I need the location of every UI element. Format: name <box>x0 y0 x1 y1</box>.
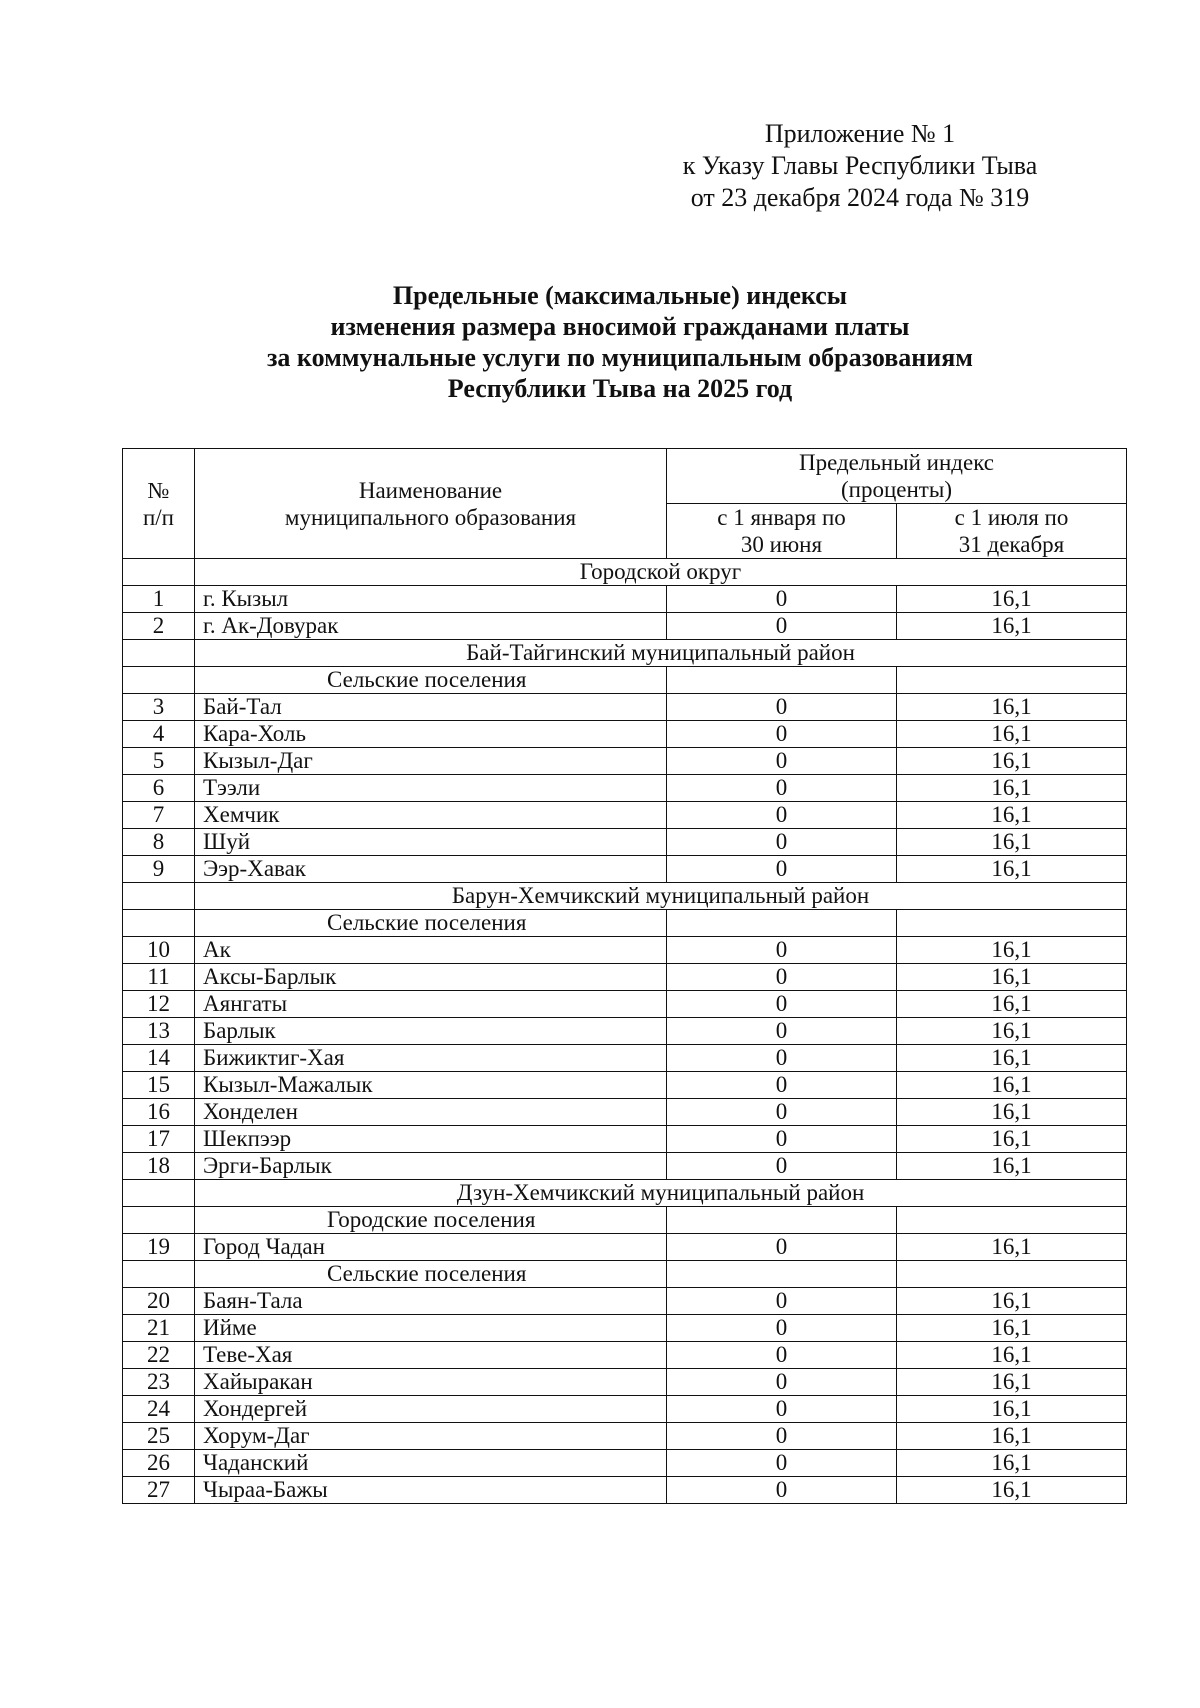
row-number: 19 <box>123 1234 195 1261</box>
header-num <box>123 449 195 559</box>
section-title: Барун-Хемчикский муниципальный район <box>195 883 1127 910</box>
subsection-row <box>123 1207 1127 1234</box>
section-num-empty <box>123 1180 195 1207</box>
subsection-empty-2 <box>897 667 1127 694</box>
index-jan-jun: 0 <box>667 856 897 883</box>
index-jan-jun: 0 <box>667 613 897 640</box>
index-jul-dec: 16,1 <box>897 1045 1127 1072</box>
municipality-name: Ак <box>195 937 667 964</box>
index-jul-dec: 16,1 <box>897 775 1127 802</box>
table-row <box>123 1315 1127 1342</box>
index-jan-jun: 0 <box>667 1153 897 1180</box>
header-name-line-1: Наименование <box>358 477 503 503</box>
subsection-title: Городские поселения <box>327 1207 536 1232</box>
table-row <box>123 1045 1127 1072</box>
subsection-num-empty <box>123 1207 195 1234</box>
appendix-line-2: к Указу Главы Республики Тыва <box>682 151 1038 180</box>
subsection-title: Сельские поселения <box>327 1261 527 1286</box>
municipality-name: Хайыракан <box>195 1369 667 1396</box>
header-name-line-2: муниципального образования <box>284 504 577 530</box>
subsection-cell <box>195 1261 667 1288</box>
header-index-line-2: (проценты) <box>841 477 952 502</box>
index-jan-jun: 0 <box>667 775 897 802</box>
subsection-num-empty <box>123 667 195 694</box>
municipality-name: Хонделен <box>195 1099 667 1126</box>
appendix-line-3: от 23 декабря 2024 года № 319 <box>690 183 1030 212</box>
index-jul-dec: 16,1 <box>897 1369 1127 1396</box>
header-period-1-line-2: 30 июня <box>740 532 823 557</box>
header-period-2-line-1: с 1 июля по <box>954 505 1069 530</box>
table-row <box>123 694 1127 721</box>
row-number: 24 <box>123 1396 195 1423</box>
index-jul-dec: 16,1 <box>897 856 1127 883</box>
index-jul-dec: 16,1 <box>897 586 1127 613</box>
subsection-row <box>123 910 1127 937</box>
index-jul-dec: 16,1 <box>897 1288 1127 1315</box>
table-row <box>123 964 1127 991</box>
row-number: 10 <box>123 937 195 964</box>
index-jul-dec: 16,1 <box>897 694 1127 721</box>
table-row <box>123 1423 1127 1450</box>
section-row <box>123 640 1127 667</box>
row-number: 3 <box>123 694 195 721</box>
header-index <box>667 449 1127 504</box>
section-title: Бай-Тайгинский муниципальный район <box>195 640 1127 667</box>
index-jan-jun: 0 <box>667 1018 897 1045</box>
subsection-empty-1 <box>667 910 897 937</box>
index-table <box>122 448 1127 1504</box>
subsection-row <box>123 667 1127 694</box>
row-number: 27 <box>123 1477 195 1504</box>
table-row <box>123 1126 1127 1153</box>
section-num-empty <box>123 559 195 586</box>
index-jan-jun: 0 <box>667 1099 897 1126</box>
municipality-name: Аксы-Барлык <box>195 964 667 991</box>
header-name <box>195 449 667 559</box>
subsection-row <box>123 1261 1127 1288</box>
municipality-name: Кызыл-Мажалык <box>195 1072 667 1099</box>
table-row <box>123 1234 1127 1261</box>
table-row <box>123 1396 1127 1423</box>
subsection-empty-1 <box>667 667 897 694</box>
title-line-2: изменения размера вносимой гражданами платы <box>330 312 910 341</box>
row-number: 23 <box>123 1369 195 1396</box>
subsection-empty-1 <box>667 1261 897 1288</box>
table-row <box>123 1342 1127 1369</box>
index-jul-dec: 16,1 <box>897 748 1127 775</box>
index-jan-jun: 0 <box>667 937 897 964</box>
municipality-name: Чаданский <box>195 1450 667 1477</box>
row-number: 22 <box>123 1342 195 1369</box>
subsection-empty-1 <box>667 1207 897 1234</box>
municipality-name: г. Кызыл <box>195 586 667 613</box>
municipality-name: Шуй <box>195 829 667 856</box>
header-period-2-line-2: 31 декабря <box>958 532 1065 557</box>
municipality-name: Баян-Тала <box>195 1288 667 1315</box>
index-jul-dec: 16,1 <box>897 613 1127 640</box>
index-jan-jun: 0 <box>667 829 897 856</box>
title-line-4: Республики Тыва на 2025 год <box>447 374 793 403</box>
index-jul-dec: 16,1 <box>897 1423 1127 1450</box>
index-jan-jun: 0 <box>667 1396 897 1423</box>
subsection-empty-2 <box>897 1261 1127 1288</box>
row-number: 18 <box>123 1153 195 1180</box>
municipality-name: Кызыл-Даг <box>195 748 667 775</box>
row-number: 14 <box>123 1045 195 1072</box>
section-row <box>123 1180 1127 1207</box>
section-title: Дзун-Хемчикский муниципальный район <box>195 1180 1127 1207</box>
row-number: 17 <box>123 1126 195 1153</box>
table-row <box>123 1288 1127 1315</box>
title-line-1: Предельные (максимальные) индексы <box>392 281 848 310</box>
row-number: 8 <box>123 829 195 856</box>
table-row <box>123 1369 1127 1396</box>
subsection-cell <box>195 667 667 694</box>
header-period-1-line-1: с 1 января по <box>717 505 846 530</box>
row-number: 26 <box>123 1450 195 1477</box>
index-jan-jun: 0 <box>667 1450 897 1477</box>
row-number: 6 <box>123 775 195 802</box>
index-jul-dec: 16,1 <box>897 1450 1127 1477</box>
table-row <box>123 1072 1127 1099</box>
index-jan-jun: 0 <box>667 1423 897 1450</box>
index-jul-dec: 16,1 <box>897 1477 1127 1504</box>
index-jan-jun: 0 <box>667 991 897 1018</box>
section-title: Городской округ <box>195 559 1127 586</box>
index-jul-dec: 16,1 <box>897 1315 1127 1342</box>
index-jul-dec: 16,1 <box>897 1099 1127 1126</box>
subsection-empty-2 <box>897 910 1127 937</box>
municipality-name: Тээли <box>195 775 667 802</box>
table-row <box>123 1477 1127 1504</box>
row-number: 20 <box>123 1288 195 1315</box>
section-num-empty <box>123 883 195 910</box>
index-jul-dec: 16,1 <box>897 1234 1127 1261</box>
table-row <box>123 802 1127 829</box>
table-row <box>123 1153 1127 1180</box>
subsection-num-empty <box>123 1261 195 1288</box>
index-jul-dec: 16,1 <box>897 1396 1127 1423</box>
municipality-name: Хорум-Даг <box>195 1423 667 1450</box>
row-number: 11 <box>123 964 195 991</box>
table-row <box>123 586 1127 613</box>
index-jan-jun: 0 <box>667 1315 897 1342</box>
municipality-name: Город Чадан <box>195 1234 667 1261</box>
index-jan-jun: 0 <box>667 802 897 829</box>
section-row <box>123 883 1127 910</box>
municipality-name: Ийме <box>195 1315 667 1342</box>
index-jul-dec: 16,1 <box>897 991 1127 1018</box>
header-index-line-1: Предельный индекс <box>798 450 995 475</box>
index-jan-jun: 0 <box>667 1288 897 1315</box>
municipality-name: Кара-Холь <box>195 721 667 748</box>
table-row <box>123 748 1127 775</box>
row-number: 1 <box>123 586 195 613</box>
municipality-name: Ээр-Хавак <box>195 856 667 883</box>
row-number: 9 <box>123 856 195 883</box>
header-period-1 <box>667 504 897 559</box>
row-number: 16 <box>123 1099 195 1126</box>
municipality-name: Аянгаты <box>195 991 667 1018</box>
table-row <box>123 721 1127 748</box>
index-jul-dec: 16,1 <box>897 964 1127 991</box>
index-jan-jun: 0 <box>667 1342 897 1369</box>
header-num-line-2: п/п <box>142 504 174 530</box>
index-jul-dec: 16,1 <box>897 829 1127 856</box>
table-row <box>123 613 1127 640</box>
municipality-name: Эрги-Барлык <box>195 1153 667 1180</box>
index-jan-jun: 0 <box>667 1477 897 1504</box>
table-row <box>123 1450 1127 1477</box>
row-number: 15 <box>123 1072 195 1099</box>
table-header-row <box>123 449 1127 504</box>
table-body <box>123 559 1127 1504</box>
subsection-num-empty <box>123 910 195 937</box>
index-jan-jun: 0 <box>667 1072 897 1099</box>
subsection-title: Сельские поселения <box>327 910 527 935</box>
row-number: 2 <box>123 613 195 640</box>
subsection-empty-2 <box>897 1207 1127 1234</box>
municipality-name: Теве-Хая <box>195 1342 667 1369</box>
index-jul-dec: 16,1 <box>897 721 1127 748</box>
index-jul-dec: 16,1 <box>897 1018 1127 1045</box>
municipality-name: Хемчик <box>195 802 667 829</box>
row-number: 21 <box>123 1315 195 1342</box>
row-number: 25 <box>123 1423 195 1450</box>
appendix-line-1: Приложение № 1 <box>764 119 956 148</box>
table-row <box>123 856 1127 883</box>
municipality-name: Чыраа-Бажы <box>195 1477 667 1504</box>
index-jul-dec: 16,1 <box>897 802 1127 829</box>
row-number: 4 <box>123 721 195 748</box>
index-jan-jun: 0 <box>667 1045 897 1072</box>
municipality-name: Шекпээр <box>195 1126 667 1153</box>
appendix-header <box>600 118 1120 214</box>
section-row <box>123 559 1127 586</box>
municipality-name: Барлык <box>195 1018 667 1045</box>
index-jan-jun: 0 <box>667 1126 897 1153</box>
index-jul-dec: 16,1 <box>897 1126 1127 1153</box>
table-row <box>123 1018 1127 1045</box>
municipality-name: Хондергей <box>195 1396 667 1423</box>
header-period-2 <box>897 504 1127 559</box>
section-num-empty <box>123 640 195 667</box>
table-row <box>123 775 1127 802</box>
row-number: 5 <box>123 748 195 775</box>
subsection-cell <box>195 910 667 937</box>
index-jul-dec: 16,1 <box>897 937 1127 964</box>
index-jan-jun: 0 <box>667 1369 897 1396</box>
municipality-name: г. Ак-Довурак <box>195 613 667 640</box>
index-jan-jun: 0 <box>667 1234 897 1261</box>
row-number: 13 <box>123 1018 195 1045</box>
subsection-title: Сельские поселения <box>327 667 527 692</box>
municipality-name: Бай-Тал <box>195 694 667 721</box>
index-jul-dec: 16,1 <box>897 1342 1127 1369</box>
index-jan-jun: 0 <box>667 964 897 991</box>
document-title <box>100 280 1140 404</box>
index-jan-jun: 0 <box>667 748 897 775</box>
table-row <box>123 1099 1127 1126</box>
index-jan-jun: 0 <box>667 586 897 613</box>
table-row <box>123 991 1127 1018</box>
index-jan-jun: 0 <box>667 721 897 748</box>
table-row <box>123 829 1127 856</box>
index-jan-jun: 0 <box>667 694 897 721</box>
subsection-cell <box>195 1207 667 1234</box>
index-jul-dec: 16,1 <box>897 1072 1127 1099</box>
table-row <box>123 937 1127 964</box>
index-jul-dec: 16,1 <box>897 1153 1127 1180</box>
municipality-name: Бижиктиг-Хая <box>195 1045 667 1072</box>
header-num-line-1: № <box>147 477 170 503</box>
row-number: 7 <box>123 802 195 829</box>
title-line-3: за коммунальные услуги по муниципальным образованиям <box>266 343 974 372</box>
row-number: 12 <box>123 991 195 1018</box>
